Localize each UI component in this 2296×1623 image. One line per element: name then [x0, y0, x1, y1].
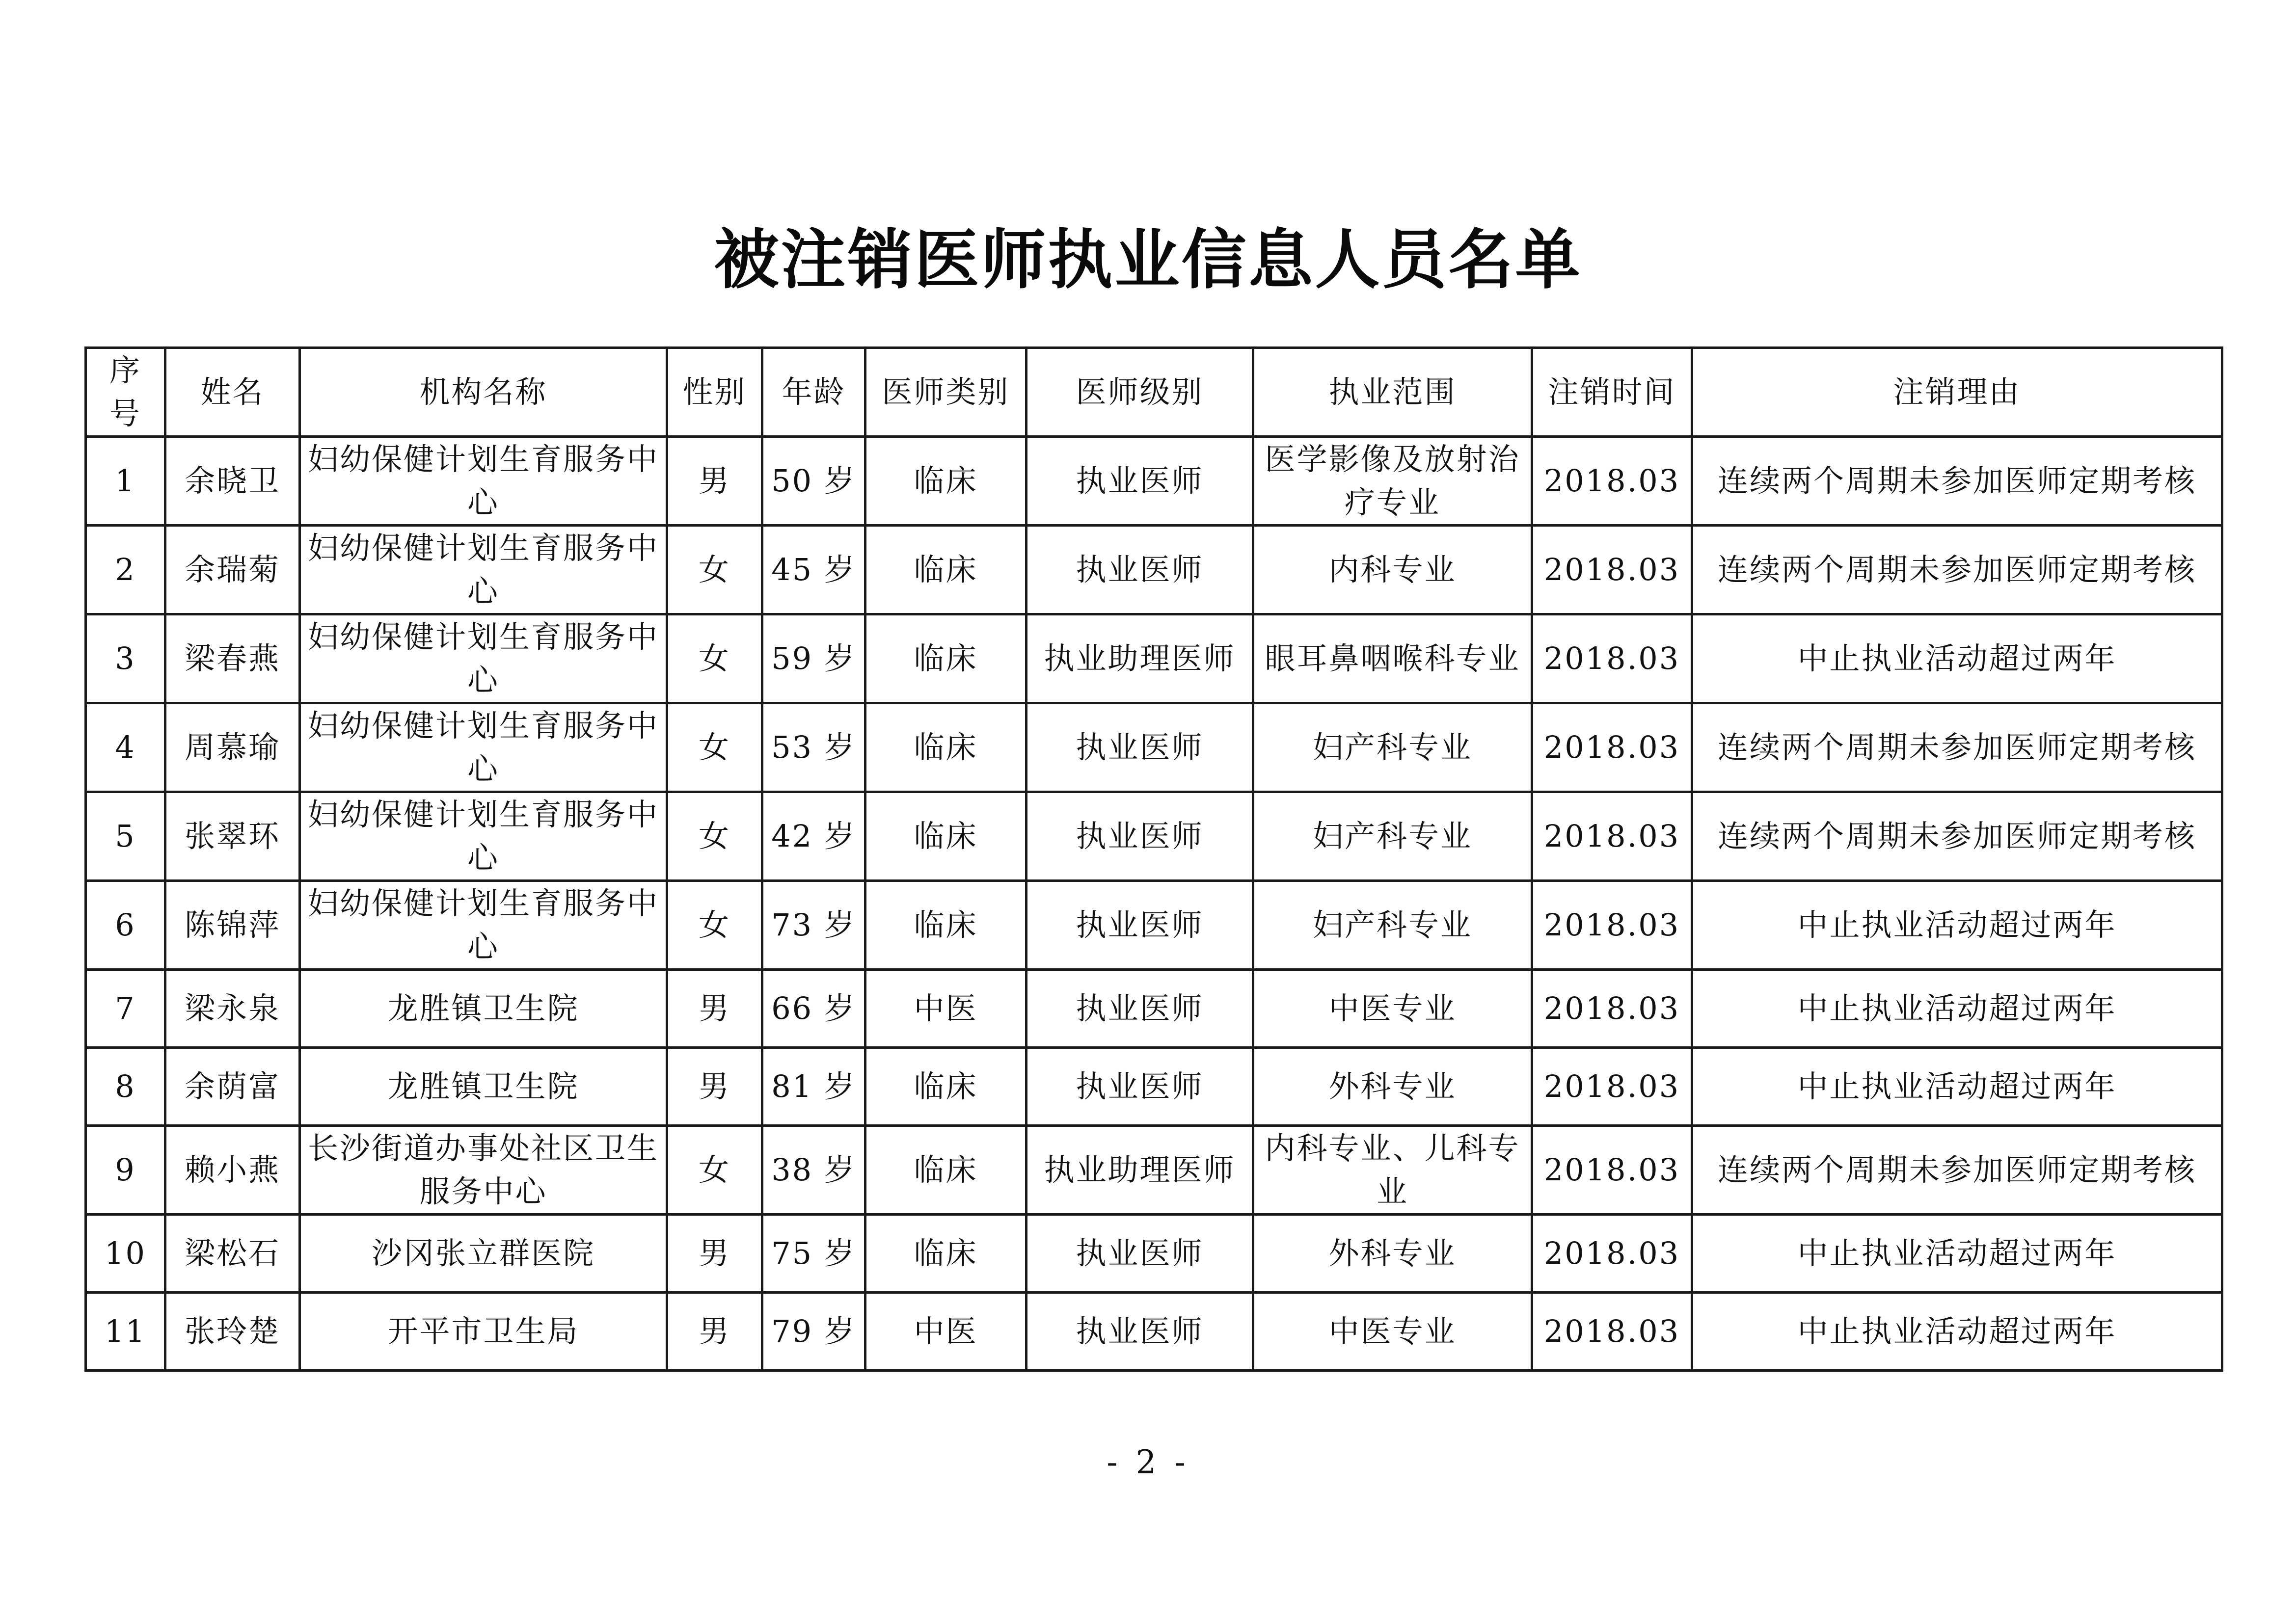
cell-age: 50 岁: [762, 437, 865, 526]
table-row: [86, 1048, 2222, 1126]
cell-physician-level: 执业助理医师: [1026, 614, 1253, 703]
cell-practice-scope: 眼耳鼻咽喉科专业: [1253, 614, 1532, 703]
cell-institution: 妇幼保健计划生育服务中心: [300, 881, 667, 970]
header-index: 序号: [86, 348, 165, 437]
cell-deregistration-date: 2018.03: [1532, 970, 1692, 1048]
cell-physician-category: 临床: [865, 792, 1026, 881]
cell-index: 11: [86, 1293, 165, 1371]
cell-index: 4: [86, 703, 165, 792]
cell-physician-category: 中医: [865, 970, 1026, 1048]
header-deregistration-reason: 注销理由: [1692, 348, 2222, 437]
cell-gender: 男: [667, 1215, 762, 1293]
cell-index: 2: [86, 526, 165, 614]
cell-index: 1: [86, 437, 165, 526]
cell-institution: 沙冈张立群医院: [300, 1215, 667, 1293]
cell-physician-level: 执业医师: [1026, 526, 1253, 614]
cell-practice-scope: 中医专业: [1253, 970, 1532, 1048]
table-row: [86, 1126, 2222, 1215]
cell-practice-scope: 内科专业、儿科专业: [1253, 1126, 1532, 1215]
header-practice-scope: 执业范围: [1253, 348, 1532, 437]
cell-deregistration-date: 2018.03: [1532, 1215, 1692, 1293]
cell-physician-category: 临床: [865, 1215, 1026, 1293]
cell-institution: 妇幼保健计划生育服务中心: [300, 614, 667, 703]
cell-age: 59 岁: [762, 614, 865, 703]
cell-practice-scope: 内科专业: [1253, 526, 1532, 614]
cell-deregistration-date: 2018.03: [1532, 1048, 1692, 1126]
cell-deregistration-date: 2018.03: [1532, 614, 1692, 703]
cell-age: 81 岁: [762, 1048, 865, 1126]
header-physician-category: 医师类别: [865, 348, 1026, 437]
table-row: [86, 1215, 2222, 1293]
cell-name: 张翠环: [165, 792, 300, 881]
cell-deregistration-reason: 连续两个周期未参加医师定期考核: [1692, 792, 2222, 881]
table-row: [86, 437, 2222, 526]
cell-physician-level: 执业医师: [1026, 703, 1253, 792]
cell-name: 梁永泉: [165, 970, 300, 1048]
cell-name: 余晓卫: [165, 437, 300, 526]
cell-index: 5: [86, 792, 165, 881]
header-gender: 性别: [667, 348, 762, 437]
table-row: [86, 792, 2222, 881]
cell-gender: 男: [667, 1048, 762, 1126]
cell-deregistration-date: 2018.03: [1532, 437, 1692, 526]
page-number: - 2 -: [1107, 1443, 1189, 1481]
cell-name: 陈锦萍: [165, 881, 300, 970]
cell-institution: 妇幼保健计划生育服务中心: [300, 792, 667, 881]
cell-practice-scope: 中医专业: [1253, 1293, 1532, 1371]
document-title: 被注销医师执业信息人员名单: [714, 222, 1582, 298]
cell-physician-category: 临床: [865, 1126, 1026, 1215]
cell-deregistration-reason: 中止执业活动超过两年: [1692, 881, 2222, 970]
cell-physician-category: 中医: [865, 1293, 1026, 1371]
cell-physician-level: 执业助理医师: [1026, 1126, 1253, 1215]
header-deregistration-date: 注销时间: [1532, 348, 1692, 437]
cell-age: 73 岁: [762, 881, 865, 970]
header-institution: 机构名称: [300, 348, 667, 437]
cell-institution: 开平市卫生局: [300, 1293, 667, 1371]
cell-institution: 妇幼保健计划生育服务中心: [300, 703, 667, 792]
cell-practice-scope: 妇产科专业: [1253, 881, 1532, 970]
cell-age: 79 岁: [762, 1293, 865, 1371]
cell-practice-scope: 外科专业: [1253, 1048, 1532, 1126]
cell-physician-category: 临床: [865, 437, 1026, 526]
cell-gender: 女: [667, 526, 762, 614]
cell-deregistration-reason: 中止执业活动超过两年: [1692, 1215, 2222, 1293]
cell-name: 梁春燕: [165, 614, 300, 703]
cell-physician-level: 执业医师: [1026, 1048, 1253, 1126]
cell-gender: 男: [667, 970, 762, 1048]
header-name: 姓名: [165, 348, 300, 437]
cell-deregistration-reason: 连续两个周期未参加医师定期考核: [1692, 437, 2222, 526]
cell-physician-level: 执业医师: [1026, 881, 1253, 970]
table-row: [86, 1293, 2222, 1371]
deregistered-physicians-table: [84, 346, 2223, 1372]
cell-physician-category: 临床: [865, 881, 1026, 970]
cell-institution: 妇幼保健计划生育服务中心: [300, 526, 667, 614]
cell-gender: 女: [667, 614, 762, 703]
cell-deregistration-reason: 中止执业活动超过两年: [1692, 614, 2222, 703]
cell-physician-level: 执业医师: [1026, 792, 1253, 881]
cell-deregistration-reason: 连续两个周期未参加医师定期考核: [1692, 703, 2222, 792]
cell-physician-level: 执业医师: [1026, 437, 1253, 526]
cell-physician-category: 临床: [865, 614, 1026, 703]
cell-institution: 龙胜镇卫生院: [300, 1048, 667, 1126]
cell-deregistration-date: 2018.03: [1532, 1293, 1692, 1371]
cell-physician-category: 临床: [865, 526, 1026, 614]
cell-age: 75 岁: [762, 1215, 865, 1293]
cell-age: 42 岁: [762, 792, 865, 881]
cell-gender: 女: [667, 792, 762, 881]
table-row: [86, 526, 2222, 614]
cell-physician-level: 执业医师: [1026, 1293, 1253, 1371]
header-physician-level: 医师级别: [1026, 348, 1253, 437]
cell-deregistration-date: 2018.03: [1532, 703, 1692, 792]
cell-gender: 男: [667, 1293, 762, 1371]
table-row: [86, 614, 2222, 703]
cell-deregistration-reason: 连续两个周期未参加医师定期考核: [1692, 1126, 2222, 1215]
cell-age: 38 岁: [762, 1126, 865, 1215]
cell-age: 45 岁: [762, 526, 865, 614]
cell-physician-category: 临床: [865, 1048, 1026, 1126]
table-row: [86, 703, 2222, 792]
cell-institution: 妇幼保健计划生育服务中心: [300, 437, 667, 526]
cell-age: 66 岁: [762, 970, 865, 1048]
cell-index: 10: [86, 1215, 165, 1293]
cell-deregistration-date: 2018.03: [1532, 1126, 1692, 1215]
table-row: [86, 970, 2222, 1048]
cell-name: 余荫富: [165, 1048, 300, 1126]
table-header-row: [86, 348, 2222, 437]
cell-name: 周慕瑜: [165, 703, 300, 792]
cell-index: 3: [86, 614, 165, 703]
cell-deregistration-reason: 中止执业活动超过两年: [1692, 970, 2222, 1048]
cell-practice-scope: 外科专业: [1253, 1215, 1532, 1293]
cell-deregistration-reason: 连续两个周期未参加医师定期考核: [1692, 526, 2222, 614]
cell-gender: 女: [667, 881, 762, 970]
cell-practice-scope: 妇产科专业: [1253, 703, 1532, 792]
cell-gender: 女: [667, 703, 762, 792]
cell-practice-scope: 妇产科专业: [1253, 792, 1532, 881]
cell-physician-level: 执业医师: [1026, 1215, 1253, 1293]
cell-name: 梁松石: [165, 1215, 300, 1293]
cell-gender: 男: [667, 437, 762, 526]
cell-physician-level: 执业医师: [1026, 970, 1253, 1048]
table-row: [86, 881, 2222, 970]
cell-age: 53 岁: [762, 703, 865, 792]
cell-index: 8: [86, 1048, 165, 1126]
cell-institution: 龙胜镇卫生院: [300, 970, 667, 1048]
cell-deregistration-date: 2018.03: [1532, 526, 1692, 614]
cell-practice-scope: 医学影像及放射治疗专业: [1253, 437, 1532, 526]
cell-deregistration-date: 2018.03: [1532, 792, 1692, 881]
cell-physician-category: 临床: [865, 703, 1026, 792]
cell-index: 7: [86, 970, 165, 1048]
header-age: 年龄: [762, 348, 865, 437]
cell-deregistration-date: 2018.03: [1532, 881, 1692, 970]
cell-index: 6: [86, 881, 165, 970]
cell-gender: 女: [667, 1126, 762, 1215]
cell-name: 张玲楚: [165, 1293, 300, 1371]
cell-index: 9: [86, 1126, 165, 1215]
cell-deregistration-reason: 中止执业活动超过两年: [1692, 1048, 2222, 1126]
cell-institution: 长沙街道办事处社区卫生服务中心: [300, 1126, 667, 1215]
cell-deregistration-reason: 中止执业活动超过两年: [1692, 1293, 2222, 1371]
cell-name: 余瑞菊: [165, 526, 300, 614]
cell-name: 赖小燕: [165, 1126, 300, 1215]
